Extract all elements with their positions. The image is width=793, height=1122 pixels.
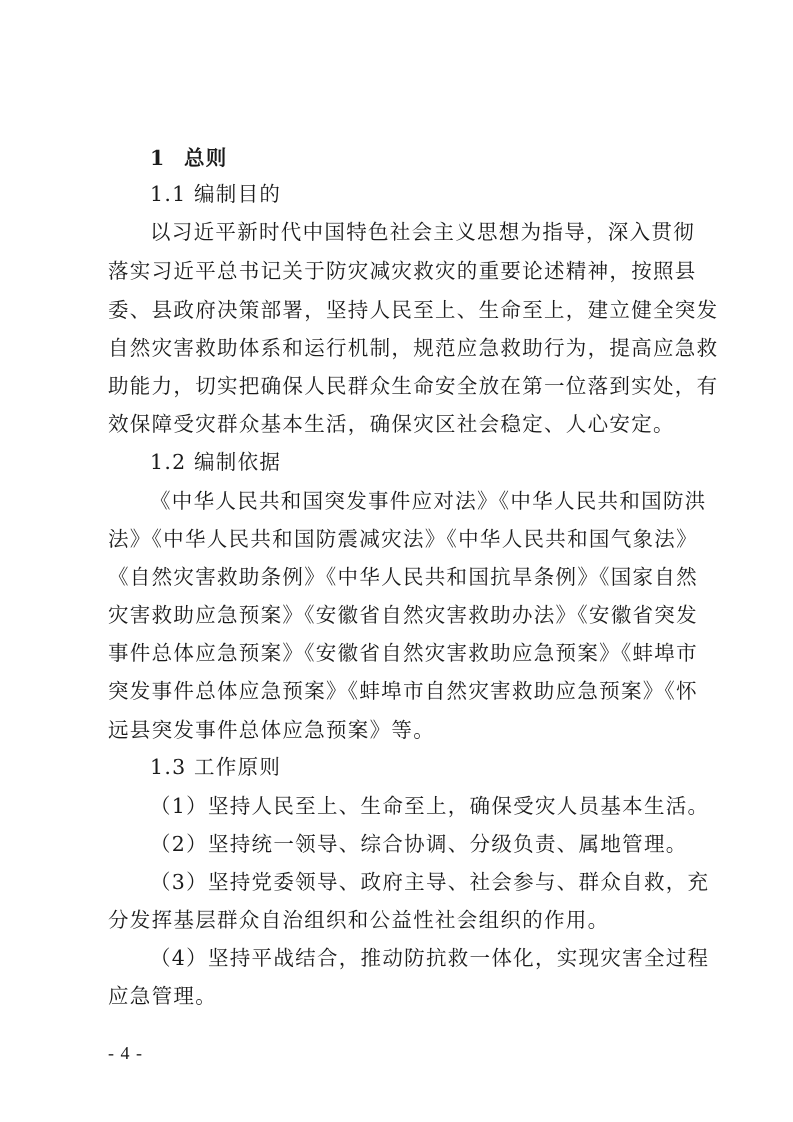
paragraph-line: 事件总体应急预案》《安徽省自然灾害救助应急预案》《蚌埠市 [108,641,698,665]
section-title: 编制目的 [194,182,282,206]
paragraph-line: 自然灾害救助体系和运行机制，规范应急救助行为，提高应急救 [108,336,719,360]
section-number: 1 [150,146,166,170]
principle-item-continued: 分发挥基层群众自治组织和公益性社会组织的作用。 [108,908,610,932]
section-number: 1.3 [150,755,187,779]
section-title: 编制依据 [194,450,282,474]
paragraph-line: 以习近平新时代中国特色社会主义思想为指导，深入贯彻 [150,220,695,244]
paragraph-line: 效保障受灾群众基本生活，确保灾区社会稳定、人心安定。 [108,412,675,436]
paragraph-line: 《自然灾害救助条例》《中华人民共和国抗旱条例》《国家自然 [108,565,698,589]
section-1-1-heading [150,184,281,205]
principle-item-continued: 应急管理。 [108,984,217,1008]
principle-item: （3）坚持党委领导、政府主导、社会参与、群众自救，充 [150,870,710,894]
section-1-heading [150,148,228,169]
paragraph-line: 法》《中华人民共和国防震减灾法》《中华人民共和国气象法》 [108,527,698,551]
section-number: 1.2 [150,450,187,474]
section-title: 总则 [184,146,228,170]
paragraph-line: 《中华人民共和国突发事件应对法》《中华人民共和国防洪 [150,489,707,513]
principle-item: （4）坚持平战结合，推动防抗救一体化，实现灾害全过程 [150,946,710,970]
section-1-3-heading [150,757,281,778]
section-1-2-heading [150,452,281,473]
page-number: - 4 - [108,1043,143,1063]
principle-item: （1）坚持人民至上、生命至上，确保受灾人员基本生活。 [150,794,710,818]
principle-item: （2）坚持统一领导、综合协调、分级负责、属地管理。 [150,832,688,856]
paragraph-line: 灾害救助应急预案》《安徽省自然灾害救助办法》《安徽省突发 [108,603,698,627]
section-title: 工作原则 [194,755,282,779]
paragraph-line: 落实习近平总书记关于防灾减灾救灾的重要论述精神，按照县 [108,259,697,283]
paragraph-line: 突发事件总体应急预案》《蚌埠市自然灾害救助应急预案》《怀 [108,679,698,703]
paragraph-line: 委、县政府决策部署，坚持人民至上、生命至上，建立健全突发 [108,298,719,322]
paragraph-line: 助能力，切实把确保人民群众生命安全放在第一位落到实处，有 [108,374,719,398]
paragraph-line: 远县突发事件总体应急预案》等。 [108,718,435,742]
section-number: 1.1 [150,182,187,206]
